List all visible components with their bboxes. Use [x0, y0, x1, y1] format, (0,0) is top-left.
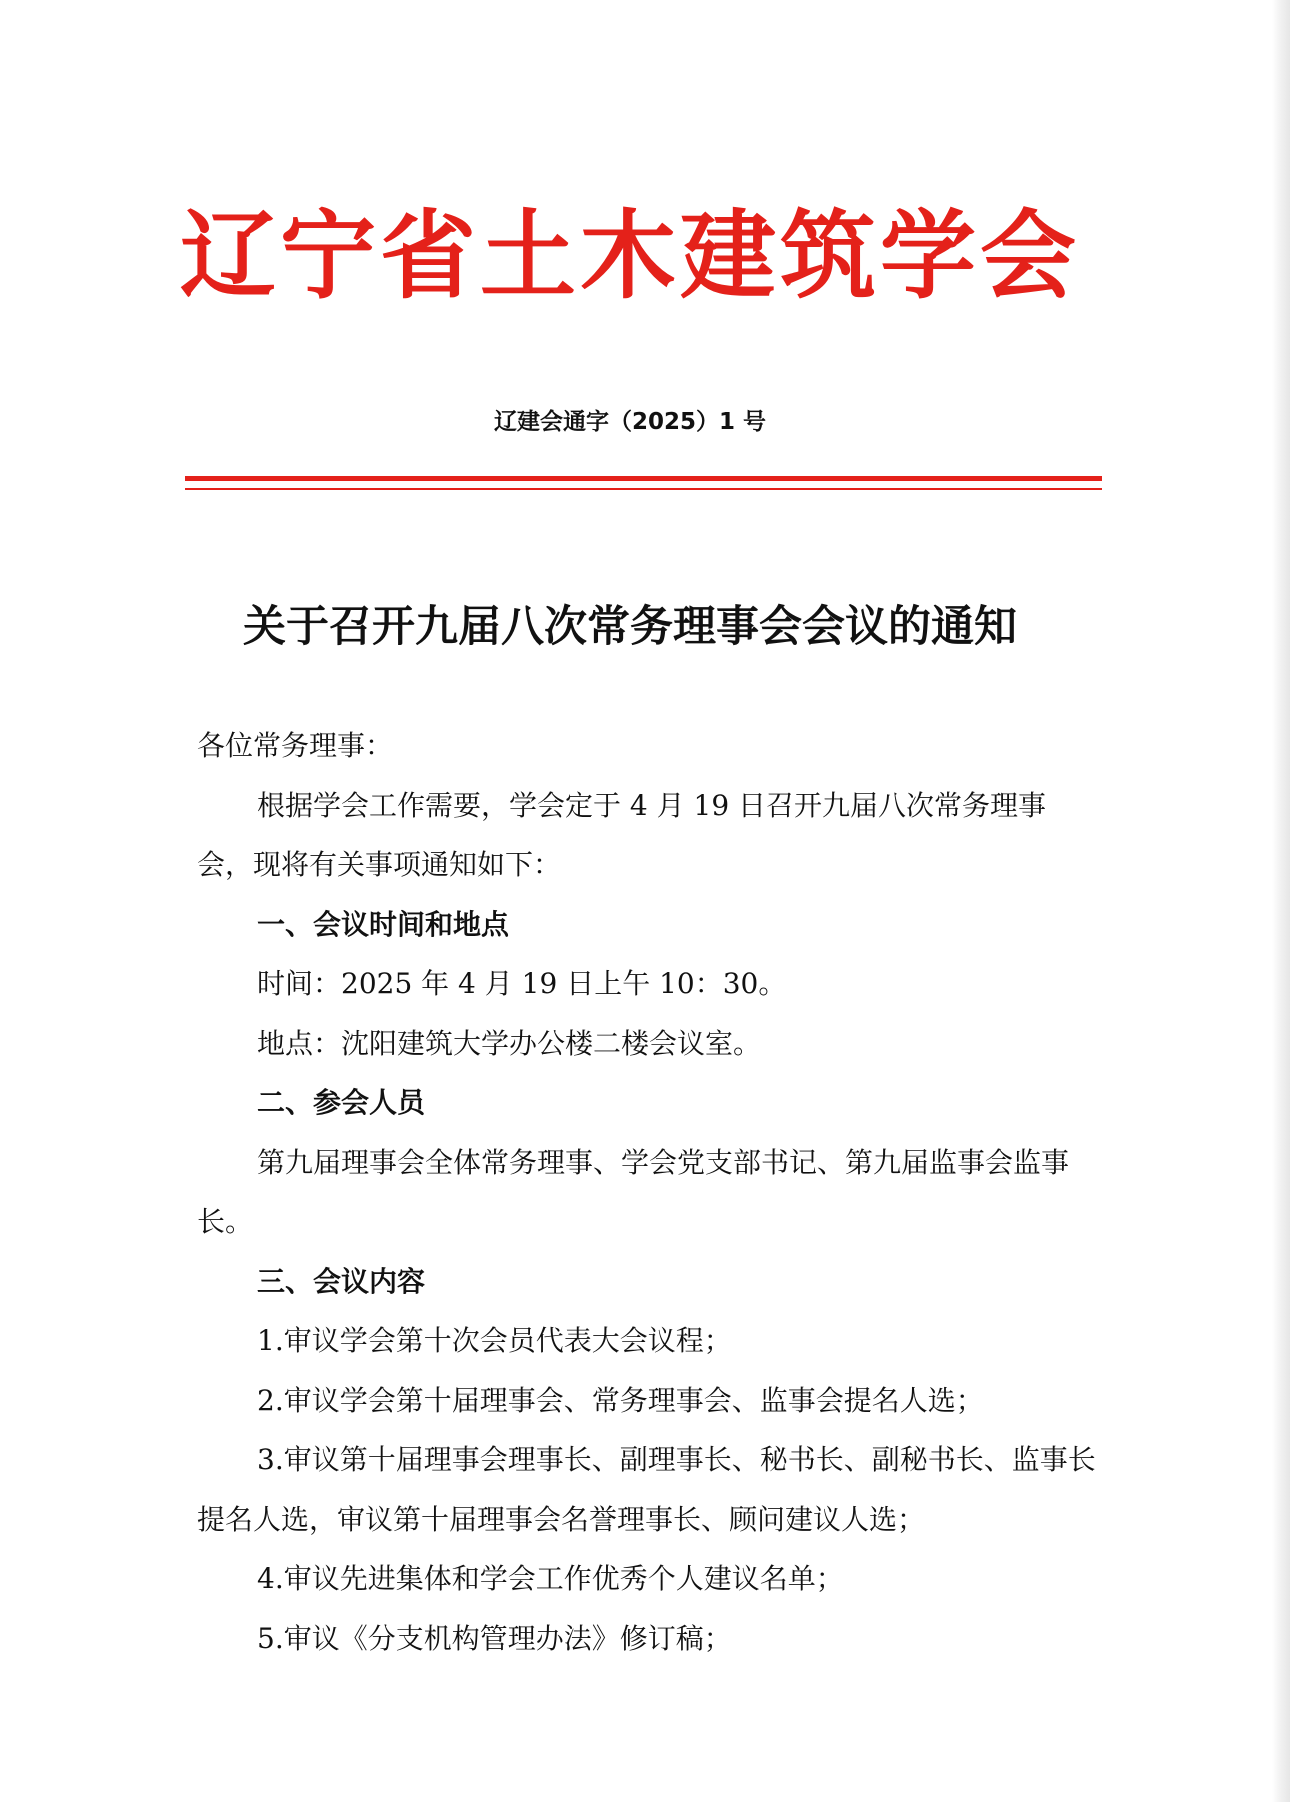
section-heading-attendees: 二、参会人员 — [257, 1086, 426, 1119]
meeting-time: 时间：2025 年 4 月 19 日上午 10：30。 — [257, 967, 787, 1000]
meeting-place: 地点：沈阳建筑大学办公楼二楼会议室。 — [257, 1026, 762, 1060]
page-edge-shadow — [1272, 0, 1290, 1802]
agenda-item: 4.审议先进集体和学会工作优秀个人建议名单； — [257, 1562, 844, 1595]
attendees-paragraph: 第九届理事会全体常务理事、学会党支部书记、第九届监事会监事长。 — [197, 1145, 1070, 1238]
intro-paragraph: 根据学会工作需要，学会定于 4 月 19 日召开九届八次常务理事会，现将有关事项通知如下： — [197, 788, 1047, 881]
notice-body — [197, 716, 1097, 1668]
salutation: 各位常务理事： — [197, 729, 394, 762]
header-divider-thin — [185, 488, 1102, 490]
agenda-item: 1.审议学会第十次会员代表大会议程； — [257, 1324, 732, 1357]
document-number: 辽建会通字（2025）1 号 — [493, 409, 767, 435]
header-divider-thick — [185, 476, 1102, 481]
agenda-item: 5.审议《分支机构管理办法》修订稿； — [257, 1621, 732, 1655]
organization-title: 辽宁省土木建筑学会 — [180, 200, 1080, 312]
agenda-item: 2.审议学会第十届理事会、常务理事会、监事会提名人选； — [257, 1383, 984, 1417]
agenda-item: 3.审议第十届理事会理事长、副理事长、秘书长、副秘书长、监事长提名人选，审议第十届理事会名誉理事长、顾问建议人选； — [197, 1443, 1096, 1536]
section-heading-time-place: 一、会议时间和地点 — [257, 907, 510, 941]
section-heading-agenda: 三、会议内容 — [257, 1264, 426, 1298]
notice-title: 关于召开九届八次常务理事会会议的通知 — [243, 602, 1017, 652]
